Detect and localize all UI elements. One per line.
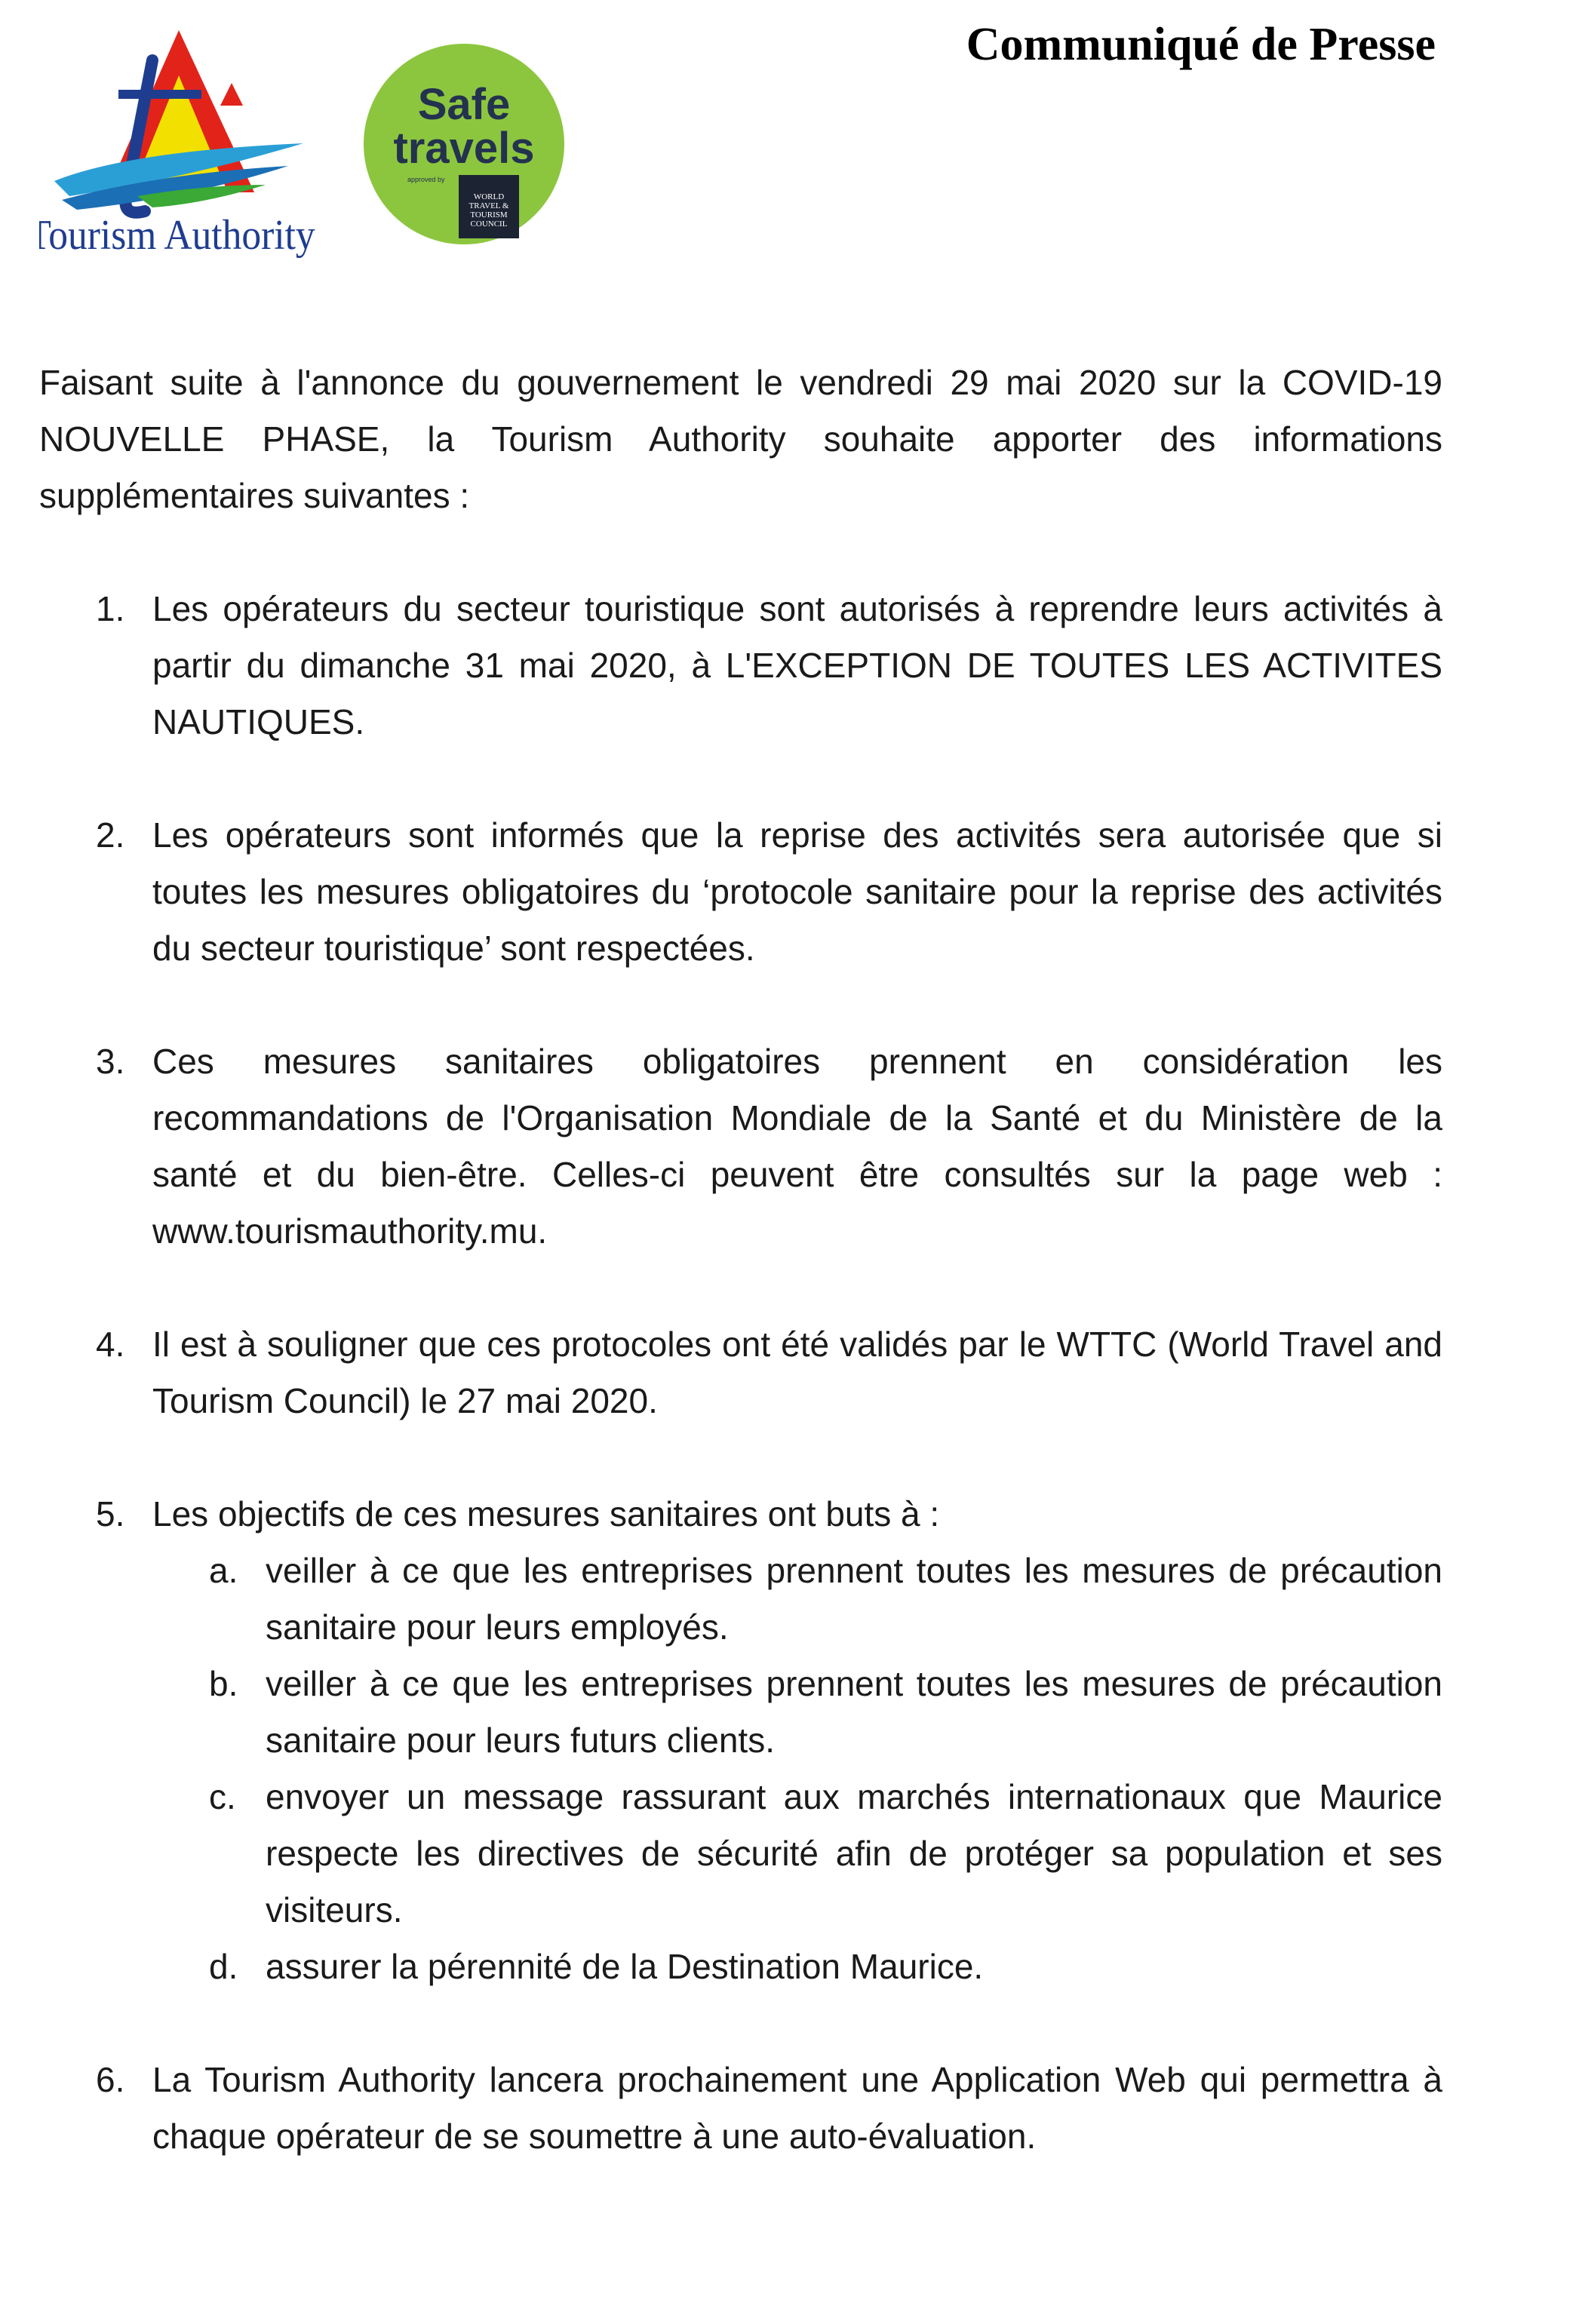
tourism-authority-logo [39,23,318,264]
sub-list-item [152,1656,1442,1769]
sub-list-item-letter: a. [209,1551,238,1590]
document-body [39,355,1442,2221]
list-item-text: Les opérateurs du secteur touristique sont autorisés à reprendre leurs activités à partir du dimanche 31 mai 2020, à L'EXCEPTION DE TOUTES LES ACTIVITES NAUTIQUES. [152,589,1442,741]
list-item-number: 1. [96,589,125,628]
page-title: Communiqué de Presse [966,19,1436,70]
list-item-number: 5. [96,1494,125,1533]
svg-text:Safe: Safe [417,80,511,129]
list-item-text: Il est à souligner que ces protocoles ont été validés par le WTTC (World Travel and Tourism Council) le 27 mai 2020. [152,1325,1442,1420]
tourism-authority-logo-icon [39,23,318,264]
list-item-number: 3. [96,1042,125,1081]
sub-list-item-text: veiller à ce que les entreprises prennent toutes les mesures de précaution sanitaire pour leurs futurs clients. [266,1664,1442,1760]
sub-list-item [152,1939,1442,1995]
sub-list-item [152,1543,1442,1656]
list-item-text: Les objectifs de ces mesures sanitaires ont buts à : [152,1494,940,1533]
safe-travels-logo [362,42,566,246]
svg-text:WORLD: WORLD [473,192,505,201]
list-item [39,1486,1442,1995]
sub-list-item-text: assurer la pérennité de la Destination Maurice. [266,1947,984,1986]
svg-text:travels: travels [393,124,535,173]
sub-list-item-text: envoyer un message rassurant aux marchés internationaux que Maurice respecte les directives de sécurité afin de protéger sa population et ses visiteurs. [266,1777,1442,1930]
safe-travels-logo-icon [362,42,566,246]
sub-list-item-letter: d. [209,1947,238,1986]
svg-text:Tourism Authority: Tourism Authority [39,211,315,259]
sub-list-item [152,1769,1442,1939]
intro-paragraph: Faisant suite à l'annonce du gouvernement le vendredi 29 mai 2020 sur la COVID-19 NOUVELLE PHASE, la Tourism Authority souhaite apporter des informations supplémentaires suivantes : [39,363,1442,515]
sub-list-item-letter: b. [209,1664,238,1703]
list-item [39,581,1442,751]
svg-text:COUNCIL: COUNCIL [470,220,508,229]
list-item [39,1316,1442,1429]
list-item-number: 4. [96,1325,125,1364]
sub-list-item-text: veiller à ce que les entreprises prennent toutes les mesures de précaution sanitaire pour leurs employés. [266,1551,1442,1647]
svg-text:approved by: approved by [407,176,445,183]
svg-text:TOURISM: TOURISM [470,210,508,220]
list-item-text: Ces mesures sanitaires obligatoires prennent en considération les recommandations de l'Organisation Mondiale de la Santé et du Ministère de la santé et du bien-être. Celles-ci peuvent être consultés sur la page web : www.tourismauthority.mu. [152,1042,1442,1251]
list-item [39,1033,1442,1260]
sub-list [152,1543,1442,1995]
sub-list-item-letter: c. [209,1777,236,1816]
list-item-number: 6. [96,2060,125,2099]
svg-text:TRAVEL &: TRAVEL & [468,201,509,210]
list-item-text: Les opérateurs sont informés que la reprise des activités sera autorisée que si toutes les mesures obligatoires du ‘protocole sanitaire pour la reprise des activités du secteur touristique’ sont respectées. [152,815,1442,968]
list-item-text: La Tourism Authority lancera prochainement une Application Web qui permettra à chaque opérateur de se soumettre à une auto-évaluation. [152,2060,1442,2156]
list-item [39,807,1442,977]
list-item-number: 2. [96,815,125,855]
list-item [39,2052,1442,2165]
